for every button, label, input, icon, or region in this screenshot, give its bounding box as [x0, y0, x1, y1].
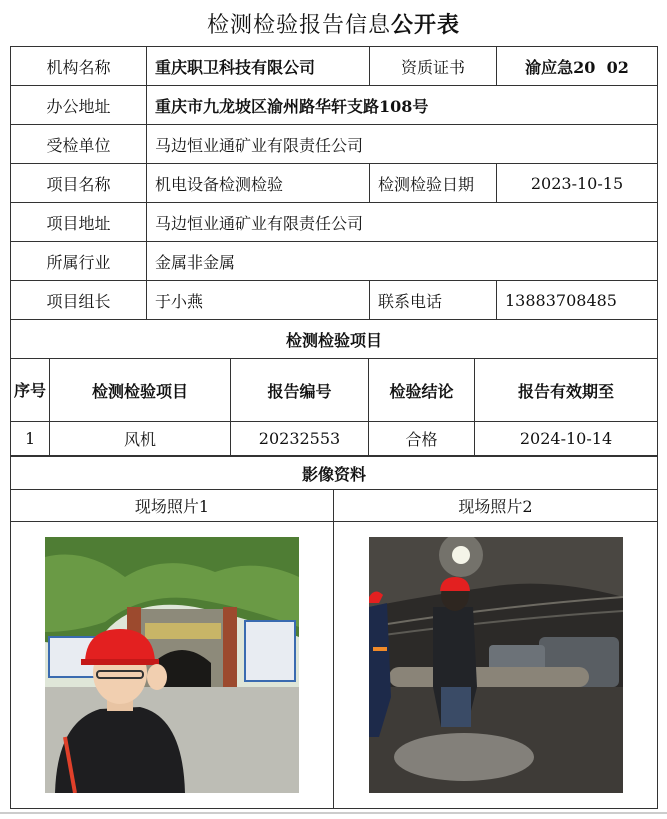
date-value: 2023-10-15: [497, 164, 658, 203]
header-item: 检测检验项目: [50, 359, 231, 422]
cell-report-no: 20232553: [231, 422, 369, 456]
site-photo-1: [45, 537, 299, 793]
row-org: [11, 47, 658, 86]
org-value: 重庆职卫科技有限公司: [147, 47, 370, 86]
industry-value: 金属非金属: [147, 242, 658, 281]
photo2-cell: [334, 522, 658, 809]
row-industry: [11, 242, 658, 281]
row-site: [11, 203, 658, 242]
date-label: 检测检验日期: [370, 164, 497, 203]
industry-label: 所属行业: [11, 242, 147, 281]
cell-item: 风机: [50, 422, 231, 456]
leader-label: 项目组长: [11, 281, 147, 320]
page-title: 检测检验报告信息公开表: [206, 12, 461, 38]
header-report-no: 报告编号: [231, 359, 369, 422]
leader-value: 于小燕: [147, 281, 370, 320]
cert-label: 资质证书: [370, 47, 497, 86]
items-header-row: [11, 359, 658, 422]
info-table: [10, 46, 658, 359]
row-client: [11, 125, 658, 164]
project-value: 机电设备检测检验: [147, 164, 370, 203]
cell-valid-until: 2024-10-14: [475, 422, 658, 456]
page-bottom-divider: [0, 812, 667, 814]
site-photo-2: [369, 537, 623, 793]
project-label: 项目名称: [11, 164, 147, 203]
header-conclusion: 检验结论: [369, 359, 475, 422]
row-items-heading: [11, 320, 658, 359]
photo1-info-board: [245, 621, 295, 681]
items-table: [10, 358, 658, 456]
photo2-reflective-stripe: [373, 647, 387, 651]
items-heading: 检测检验项目: [11, 320, 658, 359]
photo1-helmet-brim: [81, 659, 159, 665]
cert-value: 渝应急20 02: [497, 47, 658, 86]
phone-label: 联系电话: [370, 281, 497, 320]
org-label: 机构名称: [11, 47, 147, 86]
photo2-label: 现场照片2: [334, 490, 658, 522]
cell-seq: 1: [11, 422, 50, 456]
photo-labels-row: [11, 490, 658, 522]
photo1-right-pillar: [223, 607, 237, 689]
photos-table: [10, 456, 658, 809]
photo1-label: 现场照片1: [11, 490, 334, 522]
photo1-raised-hand: [147, 664, 167, 690]
row-leader: [11, 281, 658, 320]
photo2-worker-legs: [441, 687, 471, 727]
header-valid-until: 报告有效期至: [475, 359, 658, 422]
table-row: [11, 422, 658, 456]
photo2-pipe: [389, 667, 589, 687]
images-heading-row: [11, 457, 658, 490]
client-label: 受检单位: [11, 125, 147, 164]
photo1-cell: [11, 522, 334, 809]
phone-value: 13883708485: [497, 281, 658, 320]
client-value: 马边恒业通矿业有限责任公司: [147, 125, 658, 164]
header-seq: 序号: [11, 359, 50, 422]
cell-conclusion: 合格: [369, 422, 475, 456]
site-label: 项目地址: [11, 203, 147, 242]
addr-label: 办公地址: [11, 86, 147, 125]
addr-value: 重庆市九龙坡区渝州路华轩支路108号: [147, 86, 658, 125]
photos-row: [11, 522, 658, 809]
photo2-floor-light: [394, 733, 534, 781]
site-value: 马边恒业通矿业有限责任公司: [147, 203, 658, 242]
row-project: [11, 164, 658, 203]
photo1-portal-sign: [145, 623, 221, 639]
images-heading: 影像资料: [11, 457, 658, 490]
row-address: [11, 86, 658, 125]
